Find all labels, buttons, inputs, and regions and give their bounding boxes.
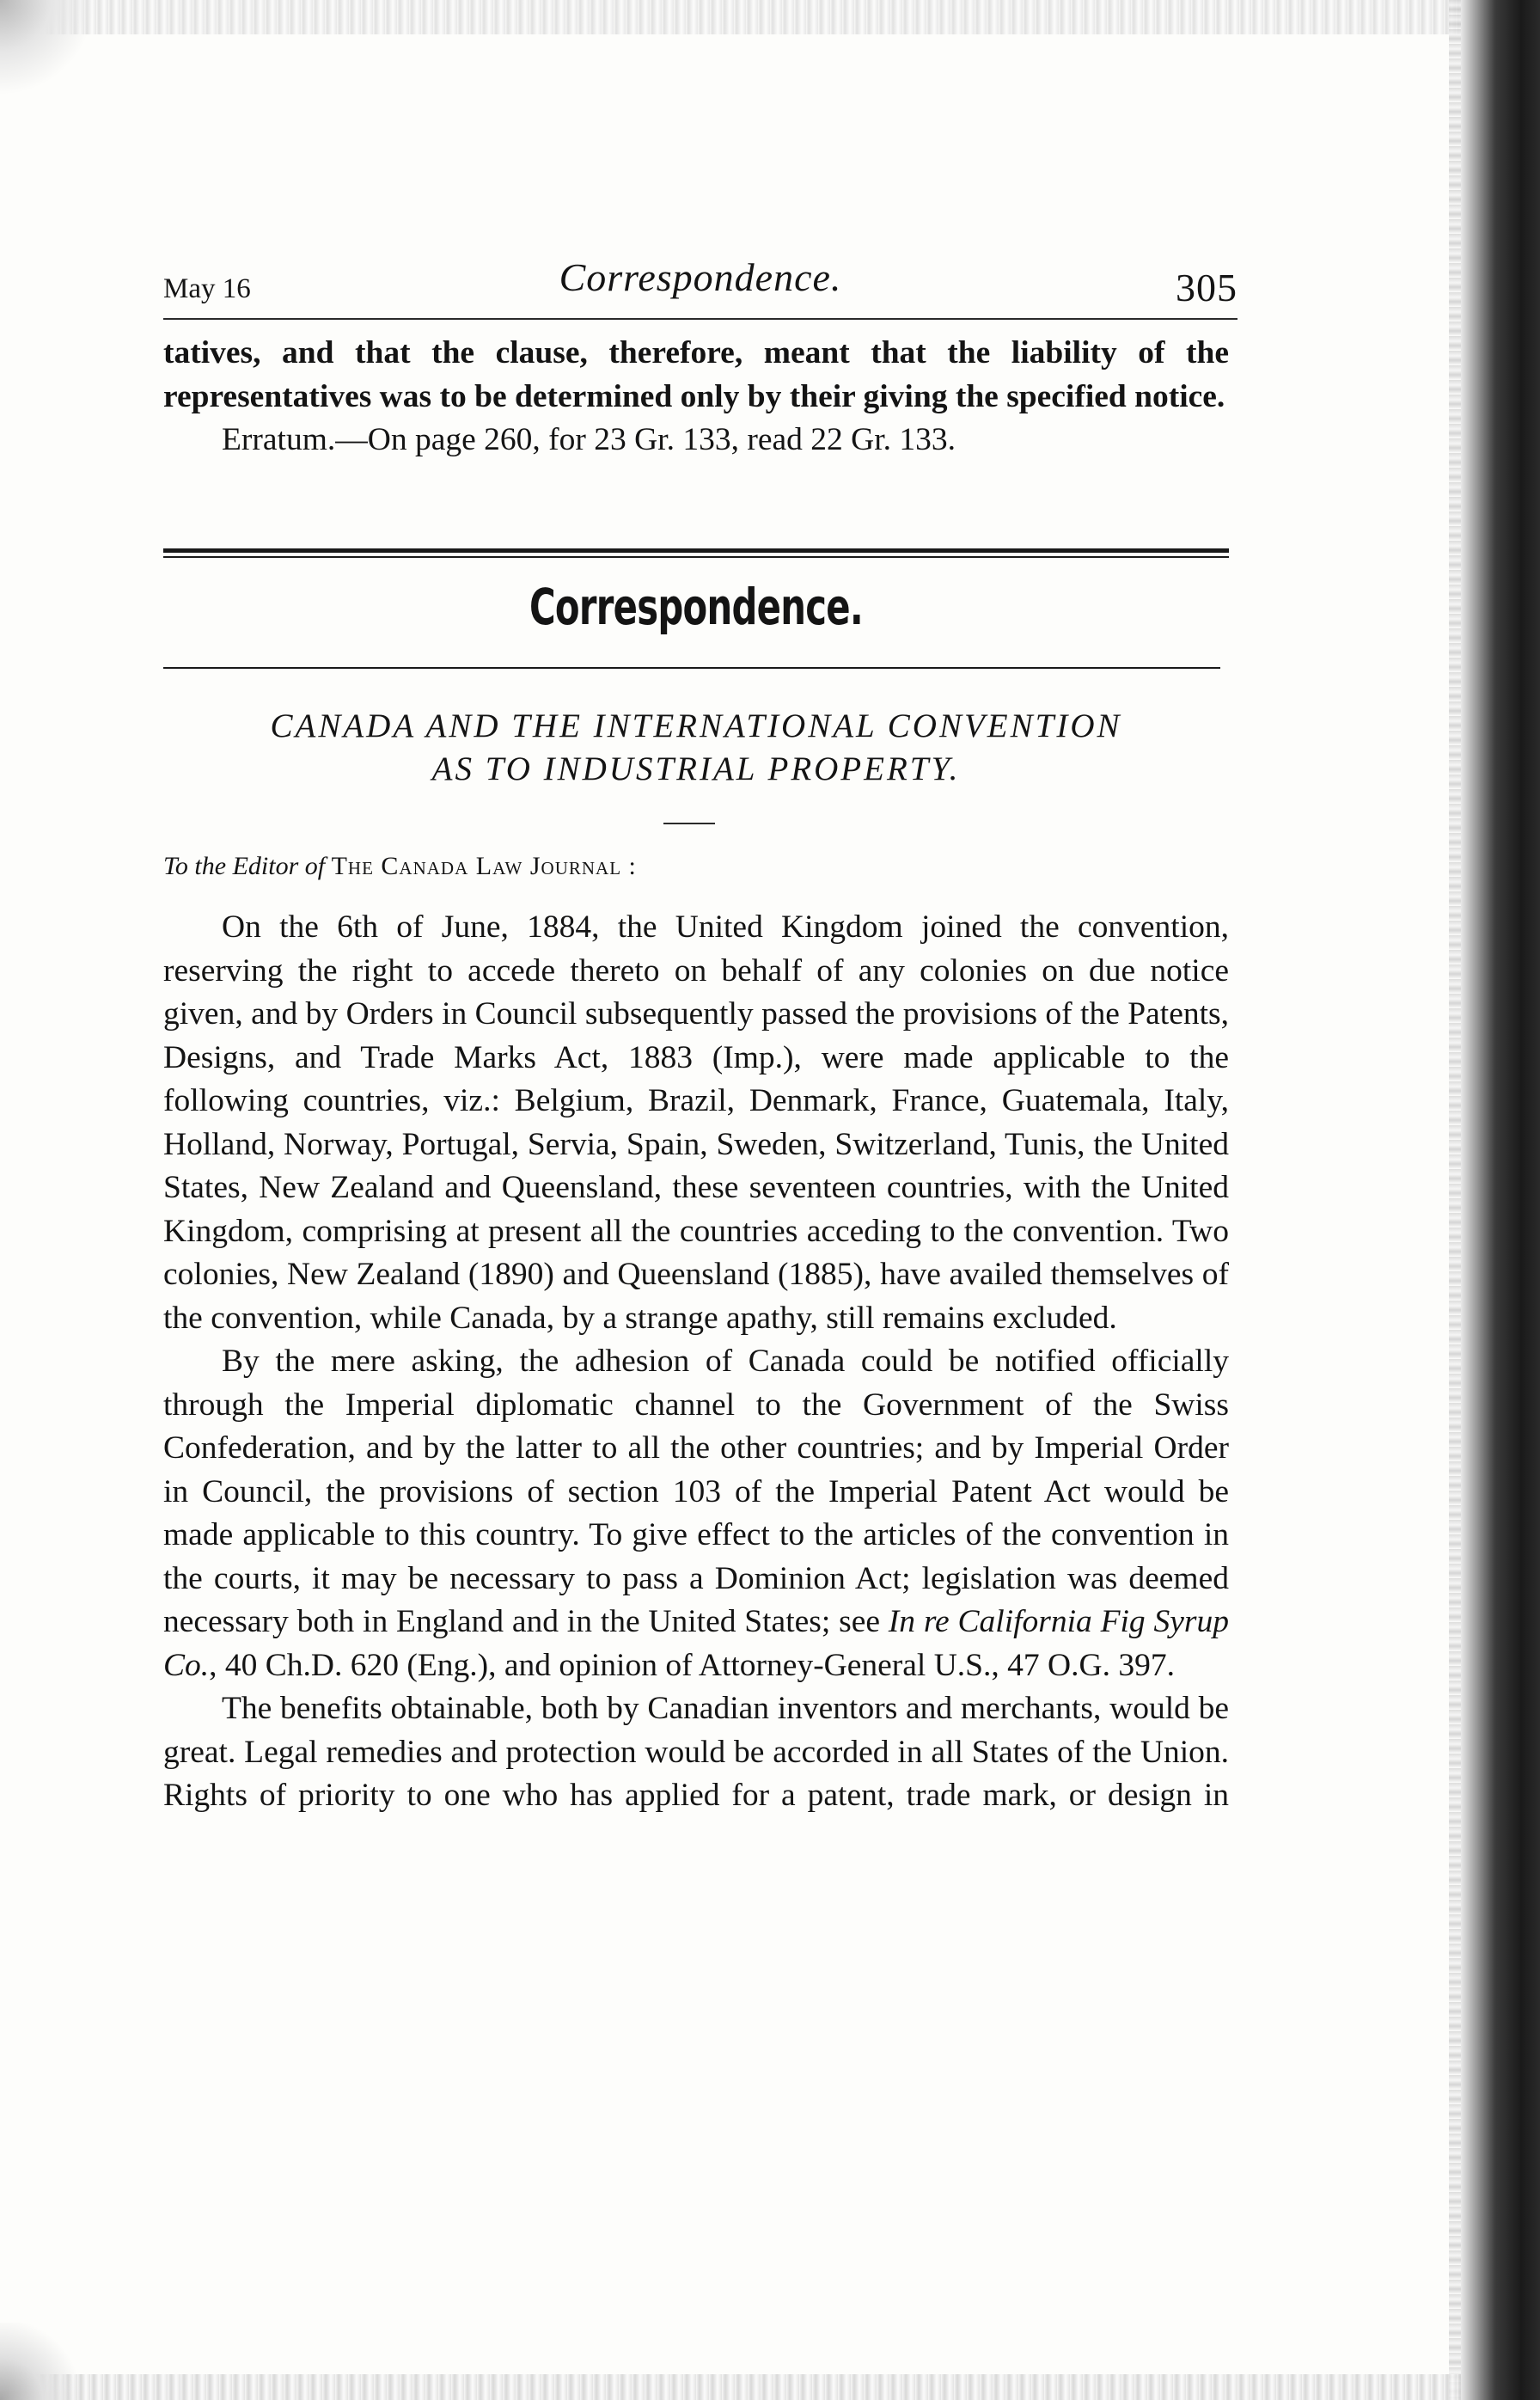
paragraph-2-text-a: By the mere asking, the adhesion of Canada could be notified officially through the Imperial diplomatic channel to the Government of the Swiss Confederation, and by the latter to all the other countries; and by Imperial Order in Council, the provisions of section 103 of the Imperial Patent Act would be made applicable to this country. To give effect to the articles of the convention in the courts, it may be necessary to pass a Dominion Act; legislation was deemed necessary both in England and in the United States; see <box>163 1344 1229 1639</box>
section-double-rule <box>163 548 1229 559</box>
scan-corner-top-left <box>0 0 95 95</box>
scan-edge-top <box>0 0 1461 34</box>
case-citation: In re California Fig Syrup Co. <box>163 1604 1229 1683</box>
article-title-line-2: AS TO INDUSTRIAL PROPERTY. <box>431 750 961 787</box>
article-title-line-1: CANADA AND THE INTERNATIONAL CONVENTION <box>270 707 1122 744</box>
running-head-rule <box>163 318 1238 320</box>
running-head-date: May 16 <box>163 273 251 304</box>
scan-edge-right <box>1461 0 1540 2400</box>
paragraph-2-text-b: , 40 Ch.D. 620 (Eng.), and opinion of Attorney-General U.S., 47 O.G. 397. <box>209 1647 1175 1683</box>
running-head <box>163 254 1238 323</box>
carryover-text <box>163 332 1229 462</box>
page-number: 305 <box>1176 266 1238 309</box>
section-heading-rule <box>163 667 1220 669</box>
running-head-title: Correspondence. <box>559 255 842 299</box>
erratum-note: Erratum.—On page 260, for 23 Gr. 133, read 22 Gr. 133. <box>222 422 956 457</box>
scan-corner-bottom-left <box>0 2323 86 2400</box>
letter-paragraph-1: On the 6th of June, 1884, the United Kingdom joined the convention, reserving the right to accede thereto on behalf of any colonies on due notice given, and by Orders in Council subsequently passed the provisions of the Patents, Designs, and Trade Marks Act, 1883 (Imp.), were made applicable to the following countries, viz.: Belgium, Brazil, Denmark, France, Guatemala, Italy, Holland, Norway, Portugal, Servia, Spain, Sweden, Switzerland, Tunis, the United States, New Zealand and Queensland, these seventeen countries, with the United Kingdom, comprising at present all the countries acceding to the convention. Two colonies, New Zealand (1890) and Queensland (1885), have availed themselves of the convention, while Canada, by a strange apathy, still remains excluded. <box>163 909 1229 1336</box>
letter-body <box>163 906 1229 1818</box>
salutation-prefix: To the Editor of <box>163 852 326 880</box>
letter-paragraph-3: The benefits obtainable, both by Canadian inventors and merchants, would be great. Legal remedies and protection would be accorded in all States of the Union. Rights of priority to one who has applied for a patent, trade mark, or design in <box>163 1691 1229 1813</box>
article-title <box>155 705 1238 791</box>
double-rule-thin <box>163 556 1229 558</box>
section-heading: Correspondence. <box>529 578 864 636</box>
scan-edge-right-inner <box>1449 0 1461 2400</box>
article-title-rule <box>663 823 715 824</box>
double-rule-thick <box>163 548 1229 553</box>
letter-paragraph-2 <box>163 1340 1229 1687</box>
scan-edge-bottom <box>0 2374 1461 2400</box>
carryover-paragraph: tatives, and that the clause, therefore, meant that the liability of the representatives was to be determined only by their giving the specified notice. <box>163 335 1229 414</box>
letter-salutation <box>163 849 637 884</box>
salutation-journal: The Canada Law Journal : <box>331 852 637 880</box>
